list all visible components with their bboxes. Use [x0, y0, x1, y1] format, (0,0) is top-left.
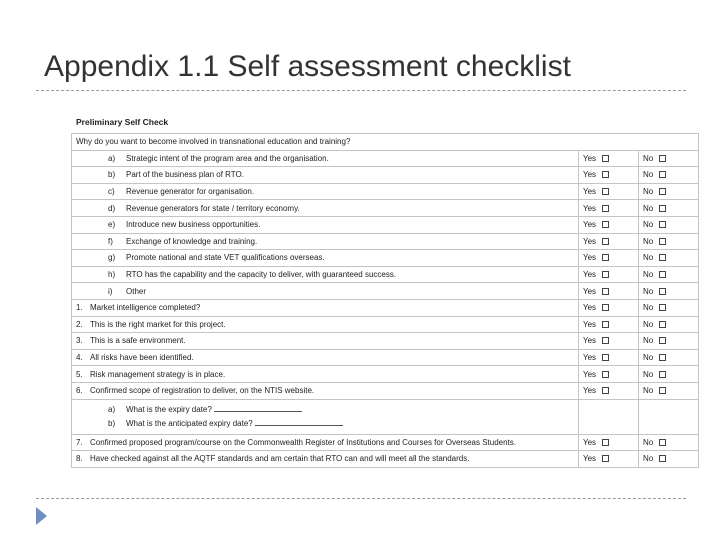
- reason-label: c): [108, 187, 115, 197]
- no-label: No: [643, 170, 654, 180]
- reason-row: [72, 167, 699, 184]
- expiry-subitem-text: What is the expiry date?: [126, 404, 212, 414]
- check-number: 1.: [76, 303, 83, 313]
- reason-text: Part of the business plan of RTO.: [126, 170, 244, 180]
- yes-checkbox[interactable]: [602, 371, 609, 378]
- no-label: No: [643, 187, 654, 197]
- yes-checkbox[interactable]: [602, 337, 609, 344]
- reason-label: i): [108, 286, 113, 296]
- check-cell: [72, 316, 579, 333]
- empty-no-cell: [639, 399, 699, 434]
- self-check-form: [71, 111, 698, 468]
- no-option: [639, 250, 699, 267]
- no-label: No: [643, 369, 654, 379]
- no-checkbox[interactable]: [659, 254, 666, 261]
- no-checkbox[interactable]: [659, 387, 666, 394]
- check-text: Have checked against all the AQTF standards and am certain that RTO can and will meet all the standards.: [90, 454, 470, 464]
- no-checkbox[interactable]: [659, 304, 666, 311]
- yes-option: [579, 366, 639, 383]
- reason-cell: [72, 150, 579, 167]
- yes-option: [579, 150, 639, 167]
- no-checkbox[interactable]: [659, 205, 666, 212]
- check-row: [72, 333, 699, 350]
- slide-title: Appendix 1.1 Self assessment checklist: [44, 50, 571, 83]
- reason-row: [72, 266, 699, 283]
- check-cell: [72, 333, 579, 350]
- check-text: Confirmed proposed program/course on the Commonwealth Register of Institutions and Courses for Overseas Students.: [90, 437, 516, 447]
- yes-label: Yes: [583, 336, 597, 346]
- yes-checkbox[interactable]: [602, 221, 609, 228]
- reason-label: g): [108, 253, 116, 263]
- yes-label: Yes: [583, 236, 597, 246]
- no-label: No: [643, 336, 654, 346]
- expiry-cell: [72, 399, 579, 434]
- no-checkbox[interactable]: [659, 171, 666, 178]
- check-row: [72, 382, 699, 399]
- yes-label: Yes: [583, 170, 597, 180]
- reason-text: Other: [126, 286, 147, 296]
- no-label: No: [643, 319, 654, 329]
- no-checkbox[interactable]: [659, 238, 666, 245]
- yes-option: [579, 349, 639, 366]
- reason-label: b): [108, 170, 116, 180]
- no-checkbox[interactable]: [659, 371, 666, 378]
- yes-checkbox[interactable]: [602, 439, 609, 446]
- no-label: No: [643, 253, 654, 263]
- no-option: [639, 451, 699, 468]
- check-text: Market intelligence completed?: [90, 303, 201, 313]
- yes-label: Yes: [583, 386, 597, 396]
- yes-checkbox[interactable]: [602, 271, 609, 278]
- yes-label: Yes: [583, 187, 597, 197]
- reason-label: a): [108, 153, 116, 163]
- expiry-subitem-label: b): [108, 418, 116, 428]
- no-option: [639, 216, 699, 233]
- final-check-row: [72, 434, 699, 451]
- yes-checkbox[interactable]: [602, 188, 609, 195]
- no-checkbox[interactable]: [659, 288, 666, 295]
- yes-option: [579, 333, 639, 350]
- expiry-row: [72, 399, 699, 434]
- no-checkbox[interactable]: [659, 155, 666, 162]
- check-number: 7.: [76, 437, 83, 447]
- no-label: No: [643, 303, 654, 313]
- yes-option: [579, 299, 639, 316]
- reason-label: h): [108, 270, 116, 280]
- yes-label: Yes: [583, 437, 597, 447]
- yes-option: [579, 233, 639, 250]
- no-label: No: [643, 353, 654, 363]
- reason-cell: [72, 250, 579, 267]
- yes-label: Yes: [583, 220, 597, 230]
- reason-label: f): [108, 236, 113, 246]
- check-text: This is the right market for this project.: [90, 319, 226, 329]
- yes-option: [579, 200, 639, 217]
- reason-text: Revenue generators for state / territory economy.: [126, 203, 300, 213]
- yes-option: [579, 382, 639, 399]
- yes-checkbox[interactable]: [602, 205, 609, 212]
- no-checkbox[interactable]: [659, 188, 666, 195]
- no-option: [639, 183, 699, 200]
- no-label: No: [643, 270, 654, 280]
- reason-text: Promote national and state VET qualifications overseas.: [126, 253, 325, 263]
- check-cell: [72, 299, 579, 316]
- yes-label: Yes: [583, 270, 597, 280]
- yes-label: Yes: [583, 369, 597, 379]
- yes-checkbox[interactable]: [602, 238, 609, 245]
- reason-cell: [72, 266, 579, 283]
- no-option: [639, 150, 699, 167]
- check-number: 4.: [76, 353, 83, 363]
- check-cell: [72, 366, 579, 383]
- no-checkbox[interactable]: [659, 321, 666, 328]
- no-label: No: [643, 153, 654, 163]
- check-number: 5.: [76, 369, 83, 379]
- reason-text: Exchange of knowledge and training.: [126, 236, 258, 246]
- yes-checkbox[interactable]: [602, 171, 609, 178]
- check-row: [72, 316, 699, 333]
- no-label: No: [643, 437, 654, 447]
- no-option: [639, 283, 699, 300]
- reason-row: [72, 283, 699, 300]
- yes-label: Yes: [583, 454, 597, 464]
- no-option: [639, 434, 699, 451]
- no-checkbox[interactable]: [659, 271, 666, 278]
- no-checkbox[interactable]: [659, 221, 666, 228]
- reason-cell: [72, 233, 579, 250]
- check-number: 8.: [76, 454, 83, 464]
- expiry-subitem: [76, 403, 574, 417]
- reason-row: [72, 183, 699, 200]
- reason-row: [72, 200, 699, 217]
- check-row: [72, 299, 699, 316]
- form-heading: Preliminary Self Check: [76, 117, 169, 127]
- check-cell: [72, 434, 579, 451]
- yes-label: Yes: [583, 303, 597, 313]
- reason-label: e): [108, 220, 116, 230]
- check-number: 2.: [76, 319, 83, 329]
- no-label: No: [643, 286, 654, 296]
- question-row: [72, 134, 699, 151]
- title-divider: [36, 90, 686, 91]
- no-label: No: [643, 220, 654, 230]
- check-text: Risk management strategy is in place.: [90, 369, 226, 379]
- expiry-date-blank[interactable]: [255, 419, 343, 426]
- footer-divider: [36, 498, 686, 499]
- reason-cell: [72, 167, 579, 184]
- check-text: Confirmed scope of registration to deliver, on the NTIS website.: [90, 386, 315, 396]
- no-checkbox[interactable]: [659, 354, 666, 361]
- reason-label: d): [108, 203, 116, 213]
- yes-checkbox[interactable]: [602, 254, 609, 261]
- yes-checkbox[interactable]: [602, 321, 609, 328]
- reason-cell: [72, 183, 579, 200]
- next-slide-arrow-icon[interactable]: [36, 507, 47, 525]
- no-label: No: [643, 236, 654, 246]
- no-checkbox[interactable]: [659, 337, 666, 344]
- check-cell: [72, 349, 579, 366]
- reason-row: [72, 216, 699, 233]
- yes-checkbox[interactable]: [602, 455, 609, 462]
- yes-option: [579, 167, 639, 184]
- yes-option: [579, 266, 639, 283]
- no-checkbox[interactable]: [659, 439, 666, 446]
- question-text: Why do you want to become involved in transnational education and training?: [72, 134, 699, 151]
- no-option: [639, 349, 699, 366]
- yes-label: Yes: [583, 253, 597, 263]
- yes-label: Yes: [583, 353, 597, 363]
- expiry-date-blank[interactable]: [214, 405, 302, 412]
- final-check-row: [72, 451, 699, 468]
- yes-label: Yes: [583, 203, 597, 213]
- check-text: All risks have been identified.: [90, 353, 194, 363]
- no-option: [639, 333, 699, 350]
- no-option: [639, 167, 699, 184]
- expiry-subitem-label: a): [108, 404, 116, 414]
- no-option: [639, 266, 699, 283]
- yes-option: [579, 183, 639, 200]
- no-label: No: [643, 203, 654, 213]
- yes-option: [579, 250, 639, 267]
- reason-text: RTO has the capability and the capacity to deliver, with guaranteed success.: [126, 270, 397, 280]
- yes-option: [579, 434, 639, 451]
- checklist-table: [71, 133, 699, 468]
- no-checkbox[interactable]: [659, 455, 666, 462]
- yes-checkbox[interactable]: [602, 288, 609, 295]
- no-label: No: [643, 454, 654, 464]
- check-number: 3.: [76, 336, 83, 346]
- no-label: No: [643, 386, 654, 396]
- reason-cell: [72, 200, 579, 217]
- check-text: This is a safe environment.: [90, 336, 186, 346]
- reason-cell: [72, 216, 579, 233]
- expiry-subitem: [76, 417, 574, 431]
- reason-row: [72, 150, 699, 167]
- reason-text: Strategic intent of the program area and the organisation.: [126, 153, 329, 163]
- check-row: [72, 349, 699, 366]
- check-number: 6.: [76, 386, 83, 396]
- reason-cell: [72, 283, 579, 300]
- yes-label: Yes: [583, 286, 597, 296]
- check-cell: [72, 451, 579, 468]
- no-option: [639, 382, 699, 399]
- yes-checkbox[interactable]: [602, 304, 609, 311]
- yes-checkbox[interactable]: [602, 387, 609, 394]
- no-option: [639, 233, 699, 250]
- yes-checkbox[interactable]: [602, 354, 609, 361]
- yes-option: [579, 316, 639, 333]
- check-row: [72, 366, 699, 383]
- yes-option: [579, 451, 639, 468]
- reason-row: [72, 250, 699, 267]
- no-option: [639, 299, 699, 316]
- check-cell: [72, 382, 579, 399]
- yes-label: Yes: [583, 153, 597, 163]
- yes-option: [579, 216, 639, 233]
- yes-option: [579, 283, 639, 300]
- reason-text: Revenue generator for organisation.: [126, 187, 255, 197]
- no-option: [639, 366, 699, 383]
- yes-label: Yes: [583, 319, 597, 329]
- no-option: [639, 316, 699, 333]
- no-option: [639, 200, 699, 217]
- empty-yes-cell: [579, 399, 639, 434]
- yes-checkbox[interactable]: [602, 155, 609, 162]
- reason-row: [72, 233, 699, 250]
- reason-text: Introduce new business opportunities.: [126, 220, 261, 230]
- expiry-subitem-text: What is the anticipated expiry date?: [126, 418, 253, 428]
